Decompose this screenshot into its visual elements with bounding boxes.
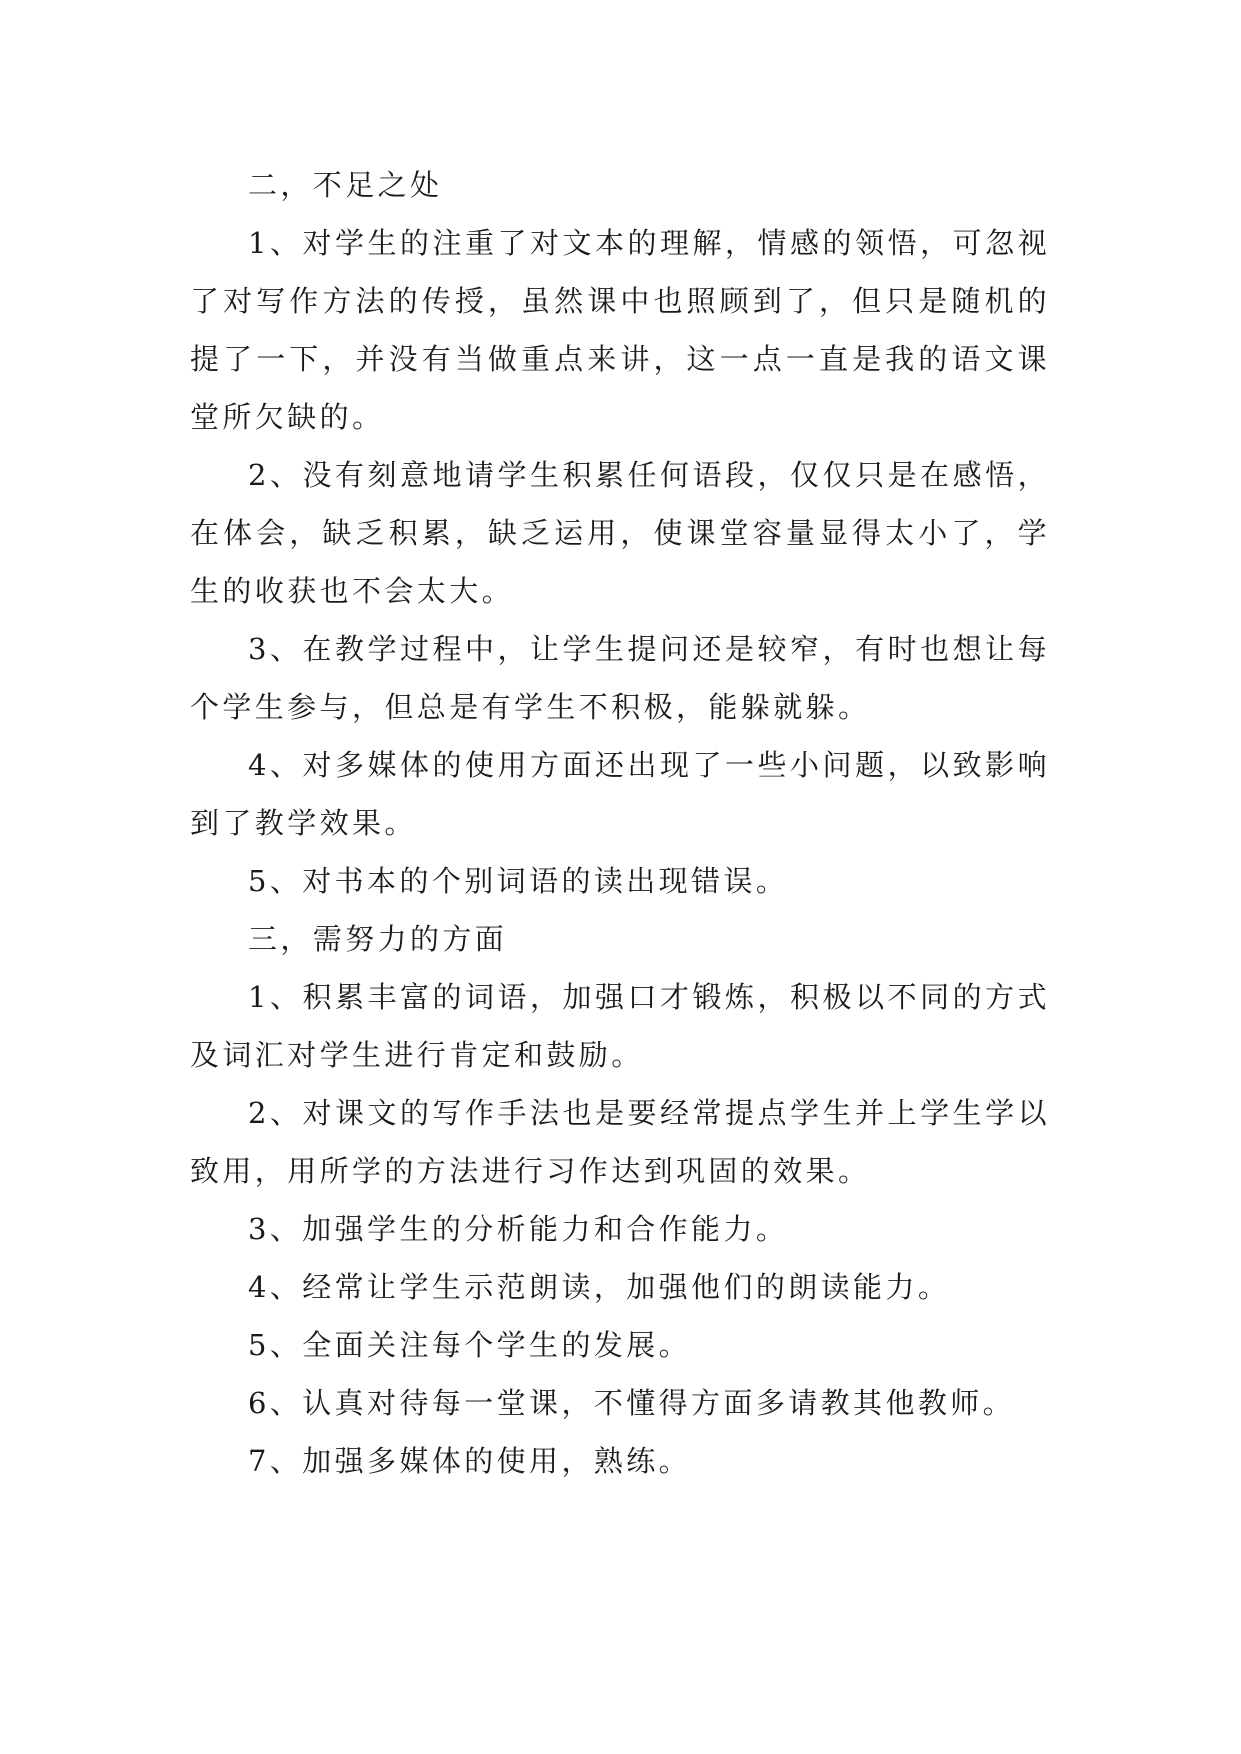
shortcoming-item-2: 2、没有刻意地请学生积累任何语段，仅仅只是在感悟，在体会，缺乏积累，缺乏运用，使课堂容量显得太小了，学生的收获也不会太大。 [190,458,1050,608]
improvement-item-3: 3、加强学生的分析能力和合作能力。 [248,1212,789,1246]
shortcoming-item-1: 1、对学生的注重了对文本的理解，情感的领悟，可忽视了对写作方法的传授，虽然课中也照顾到了，但只是随机的提了一下，并没有当做重点来讲，这一点一直是我的语文课堂所欠缺的。 [190,226,1050,434]
improvement-item-6: 6、认真对待每一堂课，不懂得方面多请教其他教师。 [248,1386,1016,1420]
improvement-item-4: 4、经常让学生示范朗读，加强他们的朗读能力。 [248,1270,951,1304]
shortcoming-item-4: 4、对多媒体的使用方面还出现了一些小问题，以致影响到了教学效果。 [190,748,1050,840]
improvement-item-5: 5、全面关注每个学生的发展。 [248,1328,692,1362]
section-heading-shortcomings: 二，不足之处 [248,168,443,202]
document-body [190,156,1050,1490]
improvement-item-1: 1、积累丰富的词语，加强口才锻炼，积极以不同的方式及词汇对学生进行肯定和鼓励。 [190,980,1050,1072]
shortcoming-item-5: 5、对书本的个别词语的读出现错误。 [248,864,789,898]
improvement-item-2: 2、对课文的写作手法也是要经常提点学生并上学生学以致用，用所学的方法进行习作达到巩固的效果。 [190,1096,1050,1188]
improvement-item-7: 7、加强多媒体的使用，熟练。 [248,1444,692,1478]
shortcoming-item-3: 3、在教学过程中，让学生提问还是较窄，有时也想让每个学生参与，但总是有学生不积极，能躲就躲。 [190,632,1050,724]
section-heading-improvements: 三，需努力的方面 [248,922,508,956]
